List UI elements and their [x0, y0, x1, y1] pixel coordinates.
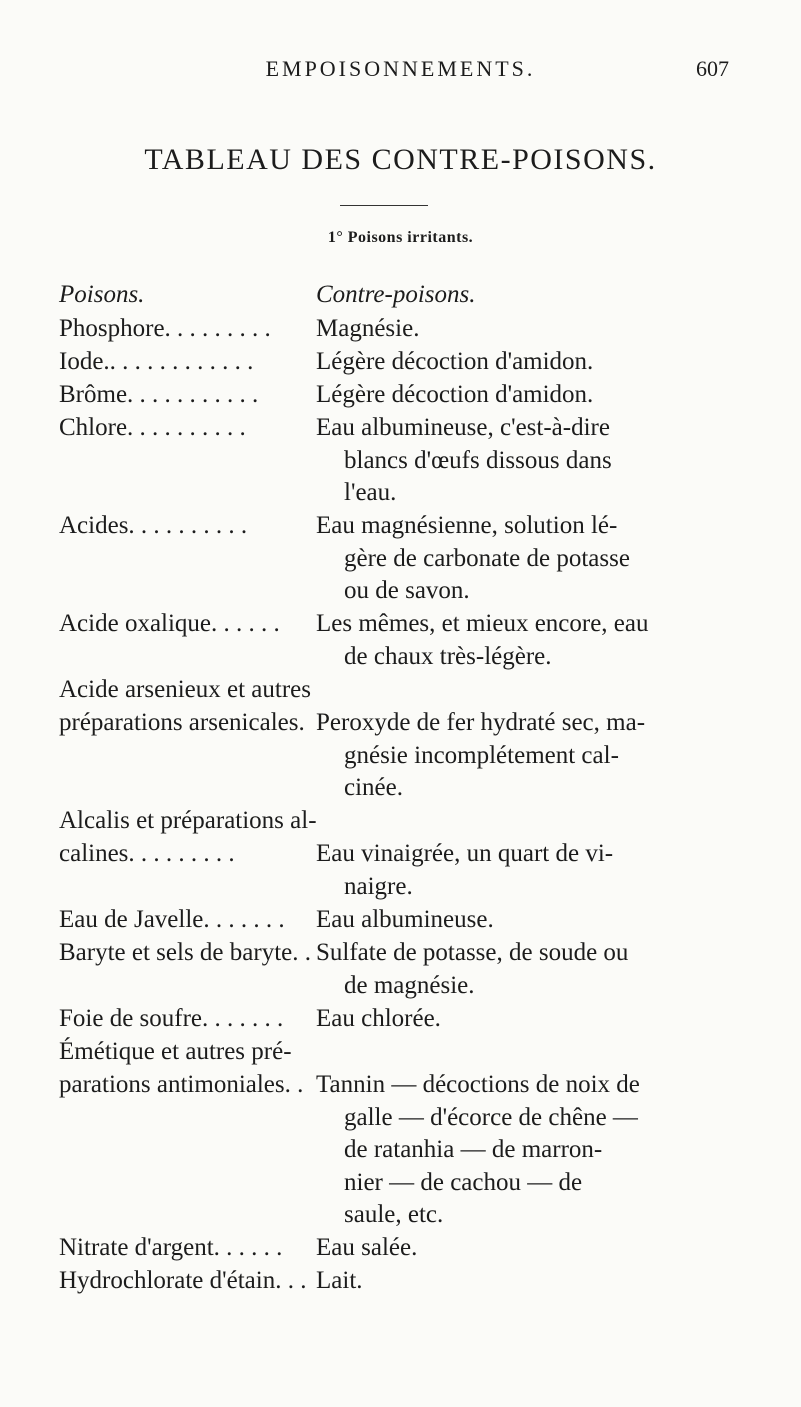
poison-entry-continued: parations antimoniales. .: [59, 1071, 304, 1098]
poison-entry: Iode.. . . . . . . . . . . .: [59, 348, 254, 375]
poison-entry: Nitrate d'argent. . . . . .: [59, 1234, 283, 1261]
running-head: EMPOISONNEMENTS.: [265, 56, 536, 81]
antidote-entry-continued: de magnésie.: [344, 972, 475, 999]
antidote-entry-continued: naigre.: [344, 873, 413, 900]
poison-entry: Chlore. . . . . . . . . .: [59, 414, 246, 441]
poison-entry: Eau de Javelle. . . . . . .: [59, 906, 285, 933]
poison-entry: Acide arsenieux et autres: [59, 676, 311, 703]
title-rule: [340, 205, 428, 206]
antidote-entry: Eau albumineuse.: [316, 906, 494, 933]
antidote-entry: Eau chlorée.: [316, 1005, 441, 1032]
antidote-entry: Tannin — décoctions de noix de: [316, 1071, 640, 1098]
poison-entry: Foie de soufre. . . . . . .: [59, 1005, 284, 1032]
antidote-entry: Eau salée.: [316, 1234, 418, 1261]
poison-entry: Alcalis et préparations al-: [59, 807, 317, 834]
antidote-entry: Lait.: [316, 1267, 363, 1294]
antidote-entry: Eau vinaigrée, un quart de vi-: [316, 840, 614, 867]
antidote-entry-continued: gnésie incomplétement cal-: [344, 742, 619, 769]
antidote-entry-continued: de chaux très-légère.: [344, 643, 552, 670]
poison-entry: Acides. . . . . . . . . .: [59, 512, 248, 539]
poison-entry: Acide oxalique. . . . . .: [59, 610, 280, 637]
antidote-entry: Légère décoction d'amidon.: [316, 381, 594, 408]
antidote-entry: Eau magnésienne, solution lé-: [316, 512, 618, 539]
section-heading: 1° Poisons irritants.: [327, 229, 474, 246]
antidote-entry-continued: cinée.: [344, 774, 403, 801]
antidote-entry: Les mêmes, et mieux encore, eau: [316, 610, 649, 637]
poison-entry-continued: calines. . . . . . . . .: [59, 840, 235, 867]
antidote-entry: Eau albumineuse, c'est-à-dire: [316, 414, 610, 441]
contre-poisons-column-header: Contre-poisons.: [316, 281, 476, 308]
poison-entry: Émétique et autres pré-: [59, 1038, 292, 1065]
antidote-entry-continued: l'eau.: [344, 479, 397, 506]
antidote-entry: Sulfate de potasse, de soude ou: [316, 939, 629, 966]
page-title: TABLEAU DES CONTRE-POISONS.: [144, 143, 657, 176]
poison-entry: Hydrochlorate d'étain. . .: [59, 1267, 307, 1294]
antidote-entry-continued: nier — de cachou — de: [344, 1169, 583, 1196]
antidote-entry-continued: de ratanhia — de marron-: [344, 1136, 603, 1163]
antidote-entry-continued: saule, etc.: [344, 1201, 444, 1228]
antidote-entry: Magnésie.: [316, 315, 420, 342]
poison-entry: Baryte et sels de baryte. .: [59, 939, 311, 966]
poison-entry-continued: préparations arsenicales.: [59, 709, 305, 736]
antidote-entry: Légère décoction d'amidon.: [316, 348, 594, 375]
poison-entry: Phosphore. . . . . . . . .: [59, 315, 271, 342]
antidote-entry: Peroxyde de fer hydraté sec, ma-: [316, 709, 646, 736]
poison-entry: Brôme. . . . . . . . . . .: [59, 381, 259, 408]
antidote-entry-continued: ou de savon.: [344, 577, 470, 604]
antidote-entry-continued: blancs d'œufs dissous dans: [344, 447, 612, 474]
poisons-column-header: Poisons.: [59, 281, 145, 308]
antidote-entry-continued: galle — d'écorce de chêne —: [344, 1104, 638, 1131]
antidote-entry-continued: gère de carbonate de potasse: [344, 545, 630, 572]
page-number: 607: [696, 56, 729, 81]
